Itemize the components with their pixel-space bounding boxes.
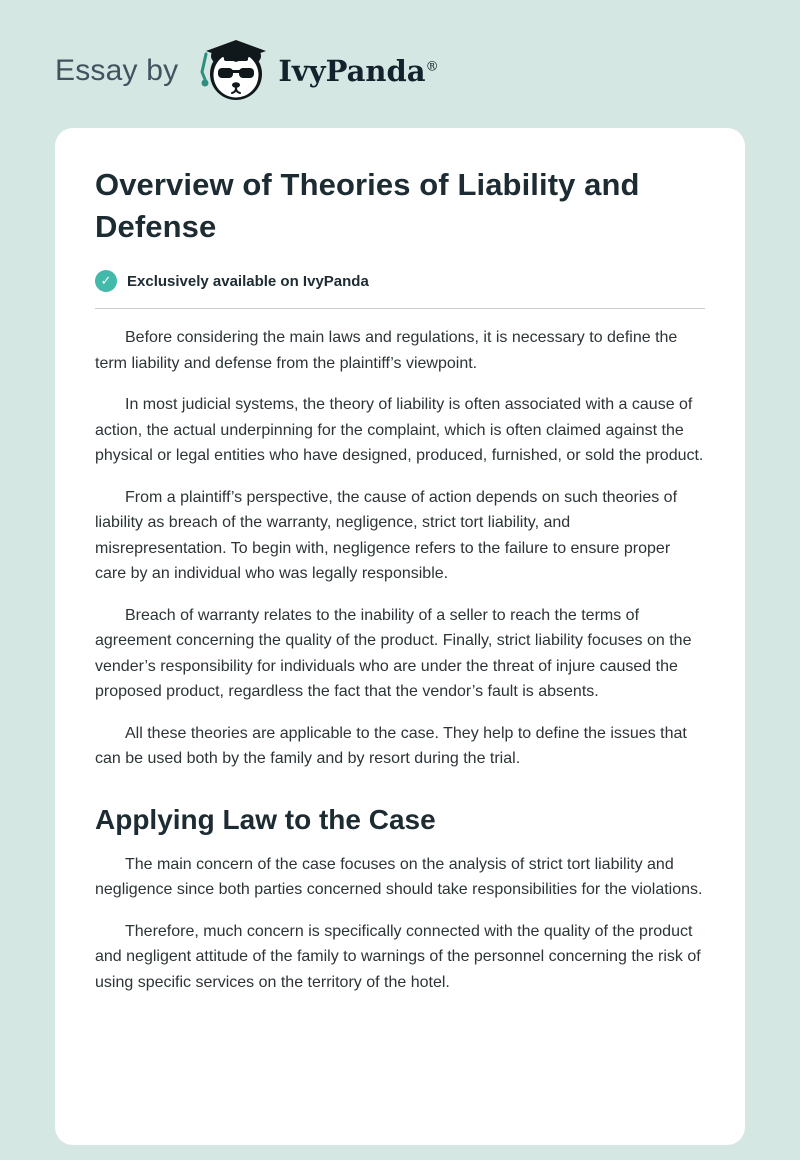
page-title: Overview of Theories of Liability and Defense bbox=[95, 167, 640, 244]
essay-by-label: Essay by bbox=[55, 54, 179, 87]
section-title: Applying Law to the Case bbox=[95, 803, 436, 835]
essay-card bbox=[55, 128, 745, 1145]
brand-text: IvyPanda bbox=[278, 54, 426, 88]
paragraph: From a plaintiff’s perspective, the cause of action depends on such theories of liability as breach of the warranty, negligence, strict tort liability, and misrepresentation. To begin with, negligence refers to the failure to ensure proper care by an individual who was legally responsible. bbox=[95, 488, 678, 582]
registered-mark: ® bbox=[425, 59, 439, 75]
check-icon: ✓ bbox=[95, 270, 117, 292]
availability-row bbox=[95, 270, 705, 292]
brand-logo bbox=[192, 38, 438, 104]
paragraph: Breach of warranty relates to the inability of a seller to reach the terms of agreement concerning the quality of the product. Finally, strict liability focuses on the vender’s responsibility for individuals who are under the threat of injure caused the proposed product, regardless the fact that the vendor’s fault is absents. bbox=[95, 606, 692, 700]
paragraph: All these theories are applicable to the case. They help to define the issues that can be used both by the family and by resort during the trial. bbox=[95, 724, 687, 767]
site-header bbox=[0, 0, 800, 128]
paragraph: In most judicial systems, the theory of liability is often associated with a cause of action, the actual underpinning for the complaint, which is often claimed against the physical or legal entities who have designed, produced, furnished, or sold the product. bbox=[95, 396, 704, 464]
essay-body bbox=[95, 325, 705, 995]
panda-graduate-icon bbox=[192, 38, 268, 104]
brand-name bbox=[278, 54, 438, 88]
paragraph: The main concern of the case focuses on the analysis of strict tort liability and negligence since both parties concerned should take responsibilities for the violations. bbox=[95, 855, 703, 898]
divider bbox=[95, 308, 705, 309]
paragraph: Before considering the main laws and regulations, it is necessary to define the term liability and defense from the plaintiff’s viewpoint. bbox=[95, 329, 678, 372]
availability-label: Exclusively available on IvyPanda bbox=[127, 272, 369, 290]
paragraph: Therefore, much concern is specifically connected with the quality of the product and negligent attitude of the family to warnings of the personnel concerning the risk of using specific services on the territory of the hotel. bbox=[95, 922, 701, 991]
